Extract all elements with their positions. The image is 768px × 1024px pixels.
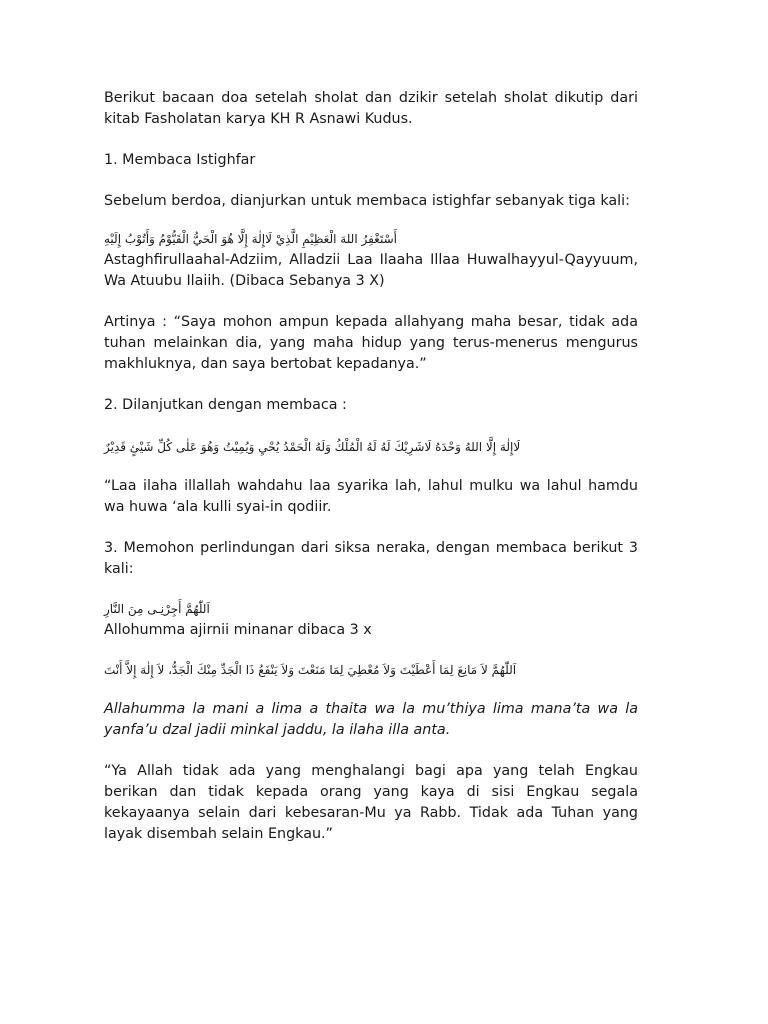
section-1-transliteration: Astaghfirullaahal-Adziim, Alladzii Laa Ilaaha Illaa Huwalhayyul-Qayyuum, Wa Atuubu Ilaiih. (Dibaca Sebanya 3 X) xyxy=(104,252,638,289)
section-3-arabic-short: اَللّٰهُمَّ أَجِرْنِـى مِنَ النَّارِ xyxy=(104,602,210,616)
section-2-transliteration: “Laa ilaha illallah wahdahu laa syarika lah, lahul mulku wa lahul hamdu wa huwa ‘ala kulli syai-in qodiir. xyxy=(104,478,638,515)
section-3-transliteration-short: Allohumma ajirnii minanar dibaca 3 x xyxy=(104,622,372,638)
section-3-heading: 3. Memohon perlindungan dari siksa neraka, dengan membaca berikut 3 kali: xyxy=(104,540,638,577)
section-3-arabic-long: اَللّٰهُمَّ لاَ مَانِعَ لِمَا أَعْطَيْتَ وَلاَ مُعْطِيَ لِمَا مَنَعْتَ وَلاَ يَنْفَعُ ذَا الْجَدِّ مِنْكَ الْجَدُّ، لاَ إِلٰهَ إِلاَّ أَنْتَ xyxy=(104,663,517,677)
document-page xyxy=(104,88,638,845)
section-1-meaning: Artinya : “Saya mohon ampun kepada allahyang maha besar, tidak ada tuhan melainkan dia, yang maha hidup yang terus-menerus mengurus makhluknya, dan saya bertobat kepadanya.” xyxy=(104,314,638,372)
section-1-heading: 1. Membaca Istighfar xyxy=(104,152,256,168)
section-1-arabic-text: أَسْتَغْفِرُ اللهَ الْعَظِيْمِ الَّذِيْ لَاإِلٰهَ إِلَّا هُوَ الْحَيُّ الْقَيُّوْمُ وَأَتُوْبُ إِلَيْهِ xyxy=(104,232,397,246)
section-1-instruction: Sebelum berdoa, dianjurkan untuk membaca istighfar sebanyak tiga kali: xyxy=(104,193,630,209)
intro-paragraph: Berikut bacaan doa setelah sholat dan dzikir setelah sholat dikutip dari kitab Fasholatan karya KH R Asnawi Kudus. xyxy=(104,90,638,127)
section-2-heading: 2. Dilanjutkan dengan membaca : xyxy=(104,397,347,413)
section-3-meaning: “Ya Allah tidak ada yang menghalangi bagi apa yang telah Engkau berikan dan tidak kepada orang yang kaya di sisi Engkau segala kekayaanya selain dari kebesaran-Mu ya Rabb. Tidak ada Tuhan yang layak disembah selain Engkau.” xyxy=(104,763,638,842)
section-3-transliteration-long: Allahumma la mani a lima a thaita wa la mu’thiya lima mana’ta wa la yanfa’u dzal jadii minkal jaddu, la ilaha illa anta. xyxy=(104,701,638,738)
section-2-arabic-text: لَاإِلٰهَ إِلَّا اللهُ وَحْدَهُ لَاشَرِيْكَ لَهُ لَهُ الْمُلْكُ وَلَهُ الْحَمْدُ يُحْيِ وَيُمِيْتُ وَهُوَ عَلٰى كُلِّ شَيْئٍ قَدِيْرٌ xyxy=(104,440,521,454)
